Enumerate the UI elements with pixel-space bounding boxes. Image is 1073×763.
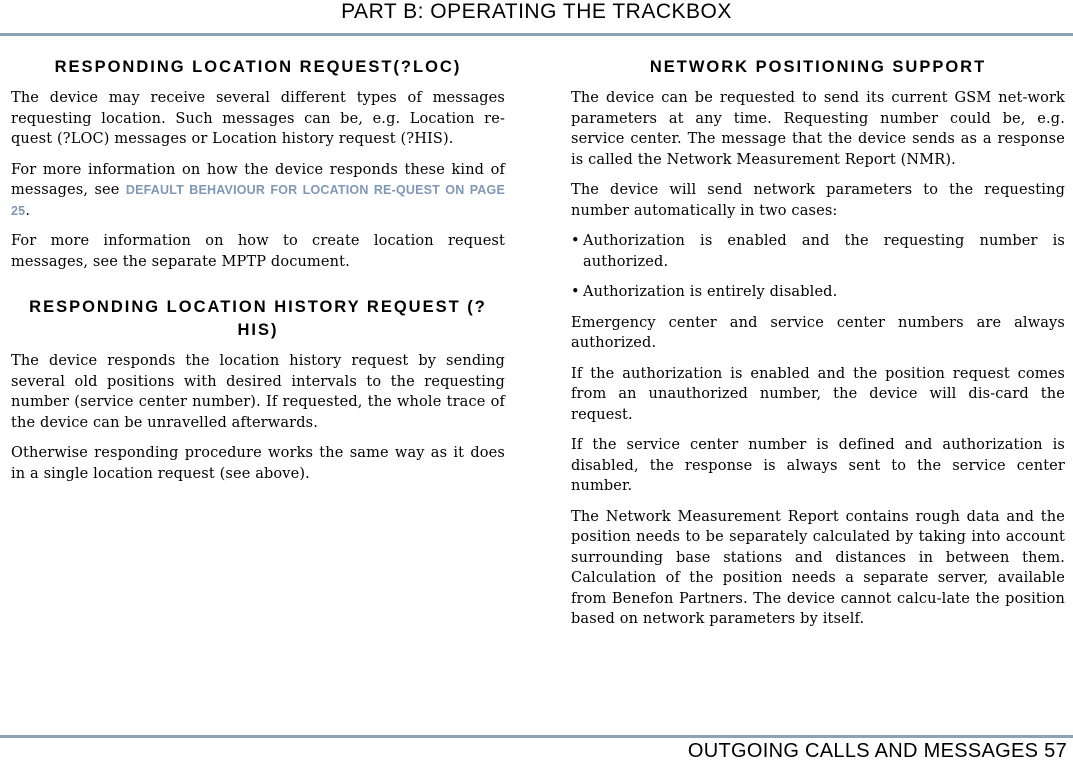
paragraph: Emergency center and service center numbers are always authorized. [571, 314, 1065, 351]
list-item [571, 231, 1065, 272]
right-column [571, 56, 1065, 640]
list-item-text: Authorization is enabled and the requesting number is authorized. [583, 233, 1065, 270]
left-column [11, 56, 505, 494]
list-item [571, 282, 1065, 303]
paragraph: The device may receive several different types of messages requesting location. Such messages can be, e.g. Location re-quest (?LOC) messages or Location history request (?HIS). [11, 90, 505, 147]
paragraph: The Network Measurement Report contains rough data and the position needs to be separately calculated by taking into account surrounding base stations and distances in between them. Calculation of the position needs a separate server, available from Benefon Partners. The device cannot calcu-late the position based on network parameters by itself. [571, 508, 1065, 627]
paragraph: The device will send network parameters to the requesting number automatically in two cases: [571, 182, 1065, 219]
page-header-title: PART B: OPERATING THE TRACKBOX [341, 0, 732, 23]
paragraph: The device responds the location history request by sending several old positions with desired intervals to the requesting number (service center number). If requested, the whole trace of the device can be unravelled afterwards. [11, 353, 505, 431]
paragraph: Otherwise responding procedure works the same way as it does in a single location request (see above). [11, 445, 505, 482]
bullet-icon: • [571, 233, 580, 249]
header-rule [0, 33, 1073, 36]
section-heading-loc: RESPONDING LOCATION REQUEST(?LOC) [54, 58, 462, 76]
page-footer-text: OUTGOING CALLS AND MESSAGES 57 [687, 740, 1067, 762]
section-heading-network: NETWORK POSITIONING SUPPORT [649, 58, 987, 76]
paragraph-with-link [11, 160, 505, 222]
paragraph-text: . [25, 202, 31, 219]
cross-reference-link[interactable]: DEFAULT BEHAVIOUR FOR LOCATION RE-QUEST ON PAGE 25 [11, 183, 505, 218]
bullet-icon: • [571, 284, 580, 300]
paragraph: If the authorization is enabled and the position request comes from an unauthorized number, the device will dis-card the request. [571, 365, 1065, 423]
list-item-text: Authorization is entirely disabled. [583, 284, 838, 300]
paragraph-text: For more information on how the device responds these kind of messages, see [11, 161, 505, 198]
footer-rule [0, 735, 1073, 738]
paragraph: If the service center number is defined and authorization is disabled, the response is always sent to the service center number. [571, 437, 1065, 494]
paragraph: The device can be requested to send its current GSM net-work parameters at any time. Requesting number could be, e.g. service center. The message that the device sends as a response is called the Network Measurement Report (NMR). [571, 90, 1065, 168]
section-heading-his: RESPONDING LOCATION HISTORY REQUEST (?HIS) [29, 298, 487, 339]
paragraph: For more information on how to create location request messages, see the separate MPTP document. [11, 233, 505, 270]
